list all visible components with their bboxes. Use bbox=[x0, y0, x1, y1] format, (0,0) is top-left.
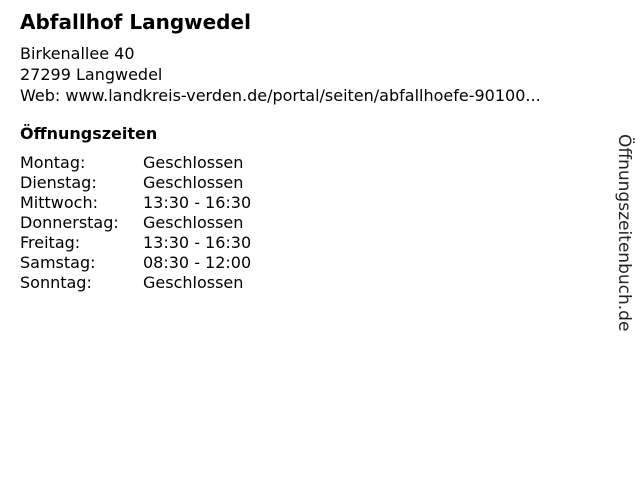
hours-day-label: Mittwoch: bbox=[20, 193, 98, 212]
opening-hours-table bbox=[20, 153, 251, 293]
hours-time-value: Geschlossen bbox=[143, 173, 244, 192]
address-block bbox=[20, 43, 541, 106]
address-city: 27299 Langwedel bbox=[20, 65, 163, 84]
hours-time-value: Geschlossen bbox=[143, 273, 244, 292]
hours-day-label: Samstag: bbox=[20, 253, 96, 272]
hours-day-label: Sonntag: bbox=[20, 273, 92, 292]
hours-row-monday bbox=[20, 153, 251, 173]
hours-time-value: 13:30 - 16:30 bbox=[143, 193, 252, 212]
hours-day-label: Donnerstag: bbox=[20, 213, 119, 232]
hours-row-thursday bbox=[20, 213, 251, 233]
hours-day-label: Montag: bbox=[20, 153, 86, 172]
hours-row-saturday bbox=[20, 253, 251, 273]
hours-time-value: Geschlossen bbox=[143, 213, 244, 232]
hours-day-label: Freitag: bbox=[20, 233, 81, 252]
opening-hours-heading: Öffnungszeiten bbox=[20, 124, 158, 143]
hours-row-friday bbox=[20, 233, 251, 253]
hours-row-tuesday bbox=[20, 173, 251, 193]
hours-time-value: 13:30 - 16:30 bbox=[143, 233, 252, 252]
place-title: Abfallhof Langwedel bbox=[20, 10, 251, 34]
address-street: Birkenallee 40 bbox=[20, 44, 135, 63]
website-link[interactable]: Web: www.landkreis-verden.de/portal/seiten/abfallhoefe-90100... bbox=[20, 86, 541, 105]
hours-day-label: Dienstag: bbox=[20, 173, 97, 192]
brand-watermark: Öffnungszeitenbuch.de bbox=[614, 134, 634, 332]
hours-row-sunday bbox=[20, 273, 251, 293]
hours-time-value: Geschlossen bbox=[143, 153, 244, 172]
hours-time-value: 08:30 - 12:00 bbox=[143, 253, 252, 272]
hours-row-wednesday bbox=[20, 193, 251, 213]
